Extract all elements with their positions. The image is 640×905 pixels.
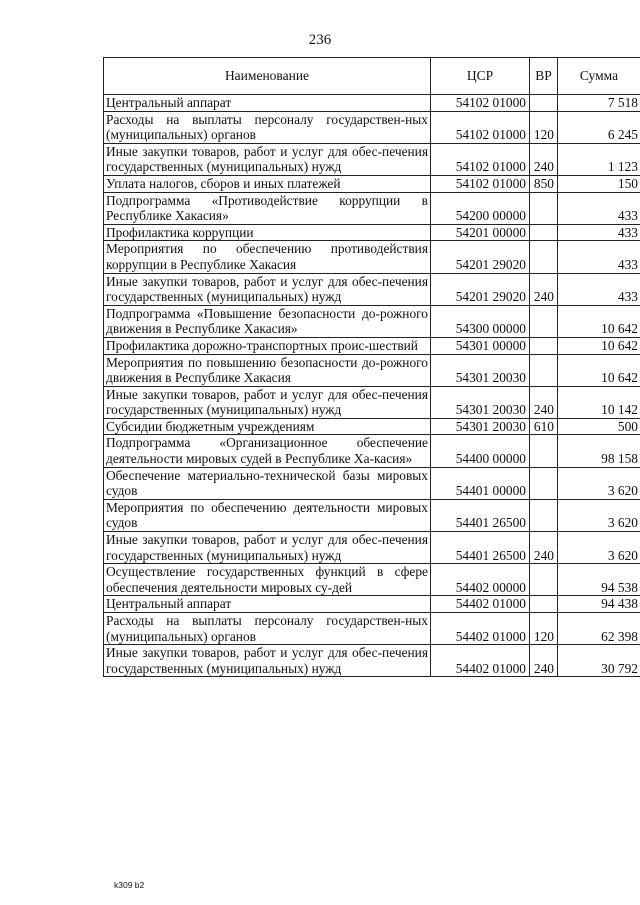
row-name-cell: Подпрограмма «Повышение безопасности до-рожного движения в Республике Хакасия» [104,305,431,337]
table-row [104,111,640,143]
table-row [104,467,640,499]
row-vr-cell: 240 [530,532,558,564]
row-name-cell: Иные закупки товаров, работ и услуг для обес-печения государственных (муниципальных) нужд [104,532,431,564]
row-sum-cell: 433 [558,192,640,224]
row-vr-cell: 240 [530,273,558,305]
row-vr-cell [530,241,558,273]
table-header-row [104,58,640,95]
table-row [104,143,640,175]
row-name-cell: Подпрограмма «Организационное обеспечение деятельности мировых судей в Республике Ха-касия» [104,435,431,467]
row-csr-cell: 54102 01000 [431,111,530,143]
row-sum-cell: 94 438 [558,596,640,613]
row-name-cell: Профилактика дорожно-транспортных проис-шествий [104,337,431,354]
row-vr-cell [530,95,558,112]
row-name-cell: Иные закупки товаров, работ и услуг для обес-печения государственных (муниципальных) нужд [104,143,431,175]
row-sum-cell: 6 245 [558,111,640,143]
row-name-cell: Иные закупки товаров, работ и услуг для обес-печения государственных (муниципальных) нужд [104,273,431,305]
row-vr-cell [530,467,558,499]
row-sum-cell: 10 642 [558,354,640,386]
table-row [104,95,640,112]
table-row [104,273,640,305]
row-name-cell: Мероприятия по обеспечению деятельности мировых судов [104,499,431,531]
table-row [104,305,640,337]
row-vr-cell: 240 [530,645,558,677]
footer-code: k309 b2 [114,880,145,890]
row-csr-cell: 54402 01000 [431,645,530,677]
row-csr-cell: 54102 01000 [431,175,530,192]
row-sum-cell: 433 [558,224,640,241]
row-csr-cell: 54102 01000 [431,95,530,112]
row-sum-cell: 94 538 [558,564,640,596]
row-sum-cell: 10 642 [558,337,640,354]
row-name-cell: Центральный аппарат [104,596,431,613]
column-header-vr: ВР [530,58,558,95]
row-name-cell: Уплата налогов, сборов и иных платежей [104,175,431,192]
row-sum-cell: 433 [558,273,640,305]
table-row [104,532,640,564]
row-name-cell: Иные закупки товаров, работ и услуг для обес-печения государственных (муниципальных) нужд [104,386,431,418]
row-sum-cell: 10 142 [558,386,640,418]
row-vr-cell [530,435,558,467]
budget-table [103,57,640,677]
row-sum-cell: 10 642 [558,305,640,337]
row-vr-cell [530,305,558,337]
row-vr-cell: 240 [530,143,558,175]
row-sum-cell: 150 [558,175,640,192]
column-header-sum: Сумма [558,58,640,95]
row-name-cell: Расходы на выплаты персоналу государствен-ных (муниципальных) органов [104,111,431,143]
table-row [104,613,640,645]
row-vr-cell [530,564,558,596]
row-csr-cell: 54301 20030 [431,386,530,418]
row-name-cell: Подпрограмма «Противодействие коррупции в Республике Хакасия» [104,192,431,224]
row-csr-cell: 54402 01000 [431,596,530,613]
row-sum-cell: 3 620 [558,532,640,564]
table-row [104,596,640,613]
row-sum-cell: 433 [558,241,640,273]
table-row [104,337,640,354]
row-name-cell: Мероприятия по обеспечению противодействия коррупции в Республике Хакасия [104,241,431,273]
table-row [104,435,640,467]
row-vr-cell [530,354,558,386]
row-csr-cell: 54301 20030 [431,418,530,435]
column-header-csr: ЦСР [431,58,530,95]
row-name-cell: Профилактика коррупции [104,224,431,241]
row-name-cell: Обеспечение материально-технической базы мировых судов [104,467,431,499]
row-name-cell: Мероприятия по повышению безопасности до-рожного движения в Республике Хакасия [104,354,431,386]
row-csr-cell: 54402 00000 [431,564,530,596]
row-sum-cell: 3 620 [558,499,640,531]
row-csr-cell: 54401 26500 [431,532,530,564]
row-vr-cell [530,192,558,224]
row-vr-cell: 240 [530,386,558,418]
row-csr-cell: 54402 01000 [431,613,530,645]
row-csr-cell: 54401 26500 [431,499,530,531]
row-name-cell: Субсидии бюджетным учреждениям [104,418,431,435]
row-vr-cell [530,224,558,241]
row-name-cell: Расходы на выплаты персоналу государствен-ных (муниципальных) органов [104,613,431,645]
row-csr-cell: 54201 29020 [431,273,530,305]
row-sum-cell: 7 518 [558,95,640,112]
table-row [104,241,640,273]
page-number: 236 [308,32,332,48]
row-vr-cell [530,499,558,531]
table-row [104,175,640,192]
row-sum-cell: 500 [558,418,640,435]
row-vr-cell: 120 [530,613,558,645]
row-name-cell: Центральный аппарат [104,95,431,112]
table-row [104,224,640,241]
row-sum-cell: 1 123 [558,143,640,175]
row-vr-cell: 850 [530,175,558,192]
row-csr-cell: 54301 20030 [431,354,530,386]
column-header-name: Наименование [104,58,431,95]
table-row [104,564,640,596]
row-sum-cell: 98 158 [558,435,640,467]
row-csr-cell: 54400 00000 [431,435,530,467]
table-row [104,192,640,224]
row-name-cell: Иные закупки товаров, работ и услуг для обес-печения государственных (муниципальных) нужд [104,645,431,677]
table-row [104,418,640,435]
row-csr-cell: 54401 00000 [431,467,530,499]
row-vr-cell [530,596,558,613]
table-row [104,386,640,418]
row-csr-cell: 54300 00000 [431,305,530,337]
row-sum-cell: 3 620 [558,467,640,499]
row-csr-cell: 54201 00000 [431,224,530,241]
table-row [104,354,640,386]
row-sum-cell: 62 398 [558,613,640,645]
row-csr-cell: 54301 00000 [431,337,530,354]
row-vr-cell: 610 [530,418,558,435]
row-name-cell: Осуществление государственных функций в сфере обеспечения деятельности мировых су-дей [104,564,431,596]
row-csr-cell: 54102 01000 [431,143,530,175]
row-csr-cell: 54200 00000 [431,192,530,224]
table-row [104,499,640,531]
row-sum-cell: 30 792 [558,645,640,677]
table-row [104,645,640,677]
row-vr-cell: 120 [530,111,558,143]
row-vr-cell [530,337,558,354]
row-csr-cell: 54201 29020 [431,241,530,273]
